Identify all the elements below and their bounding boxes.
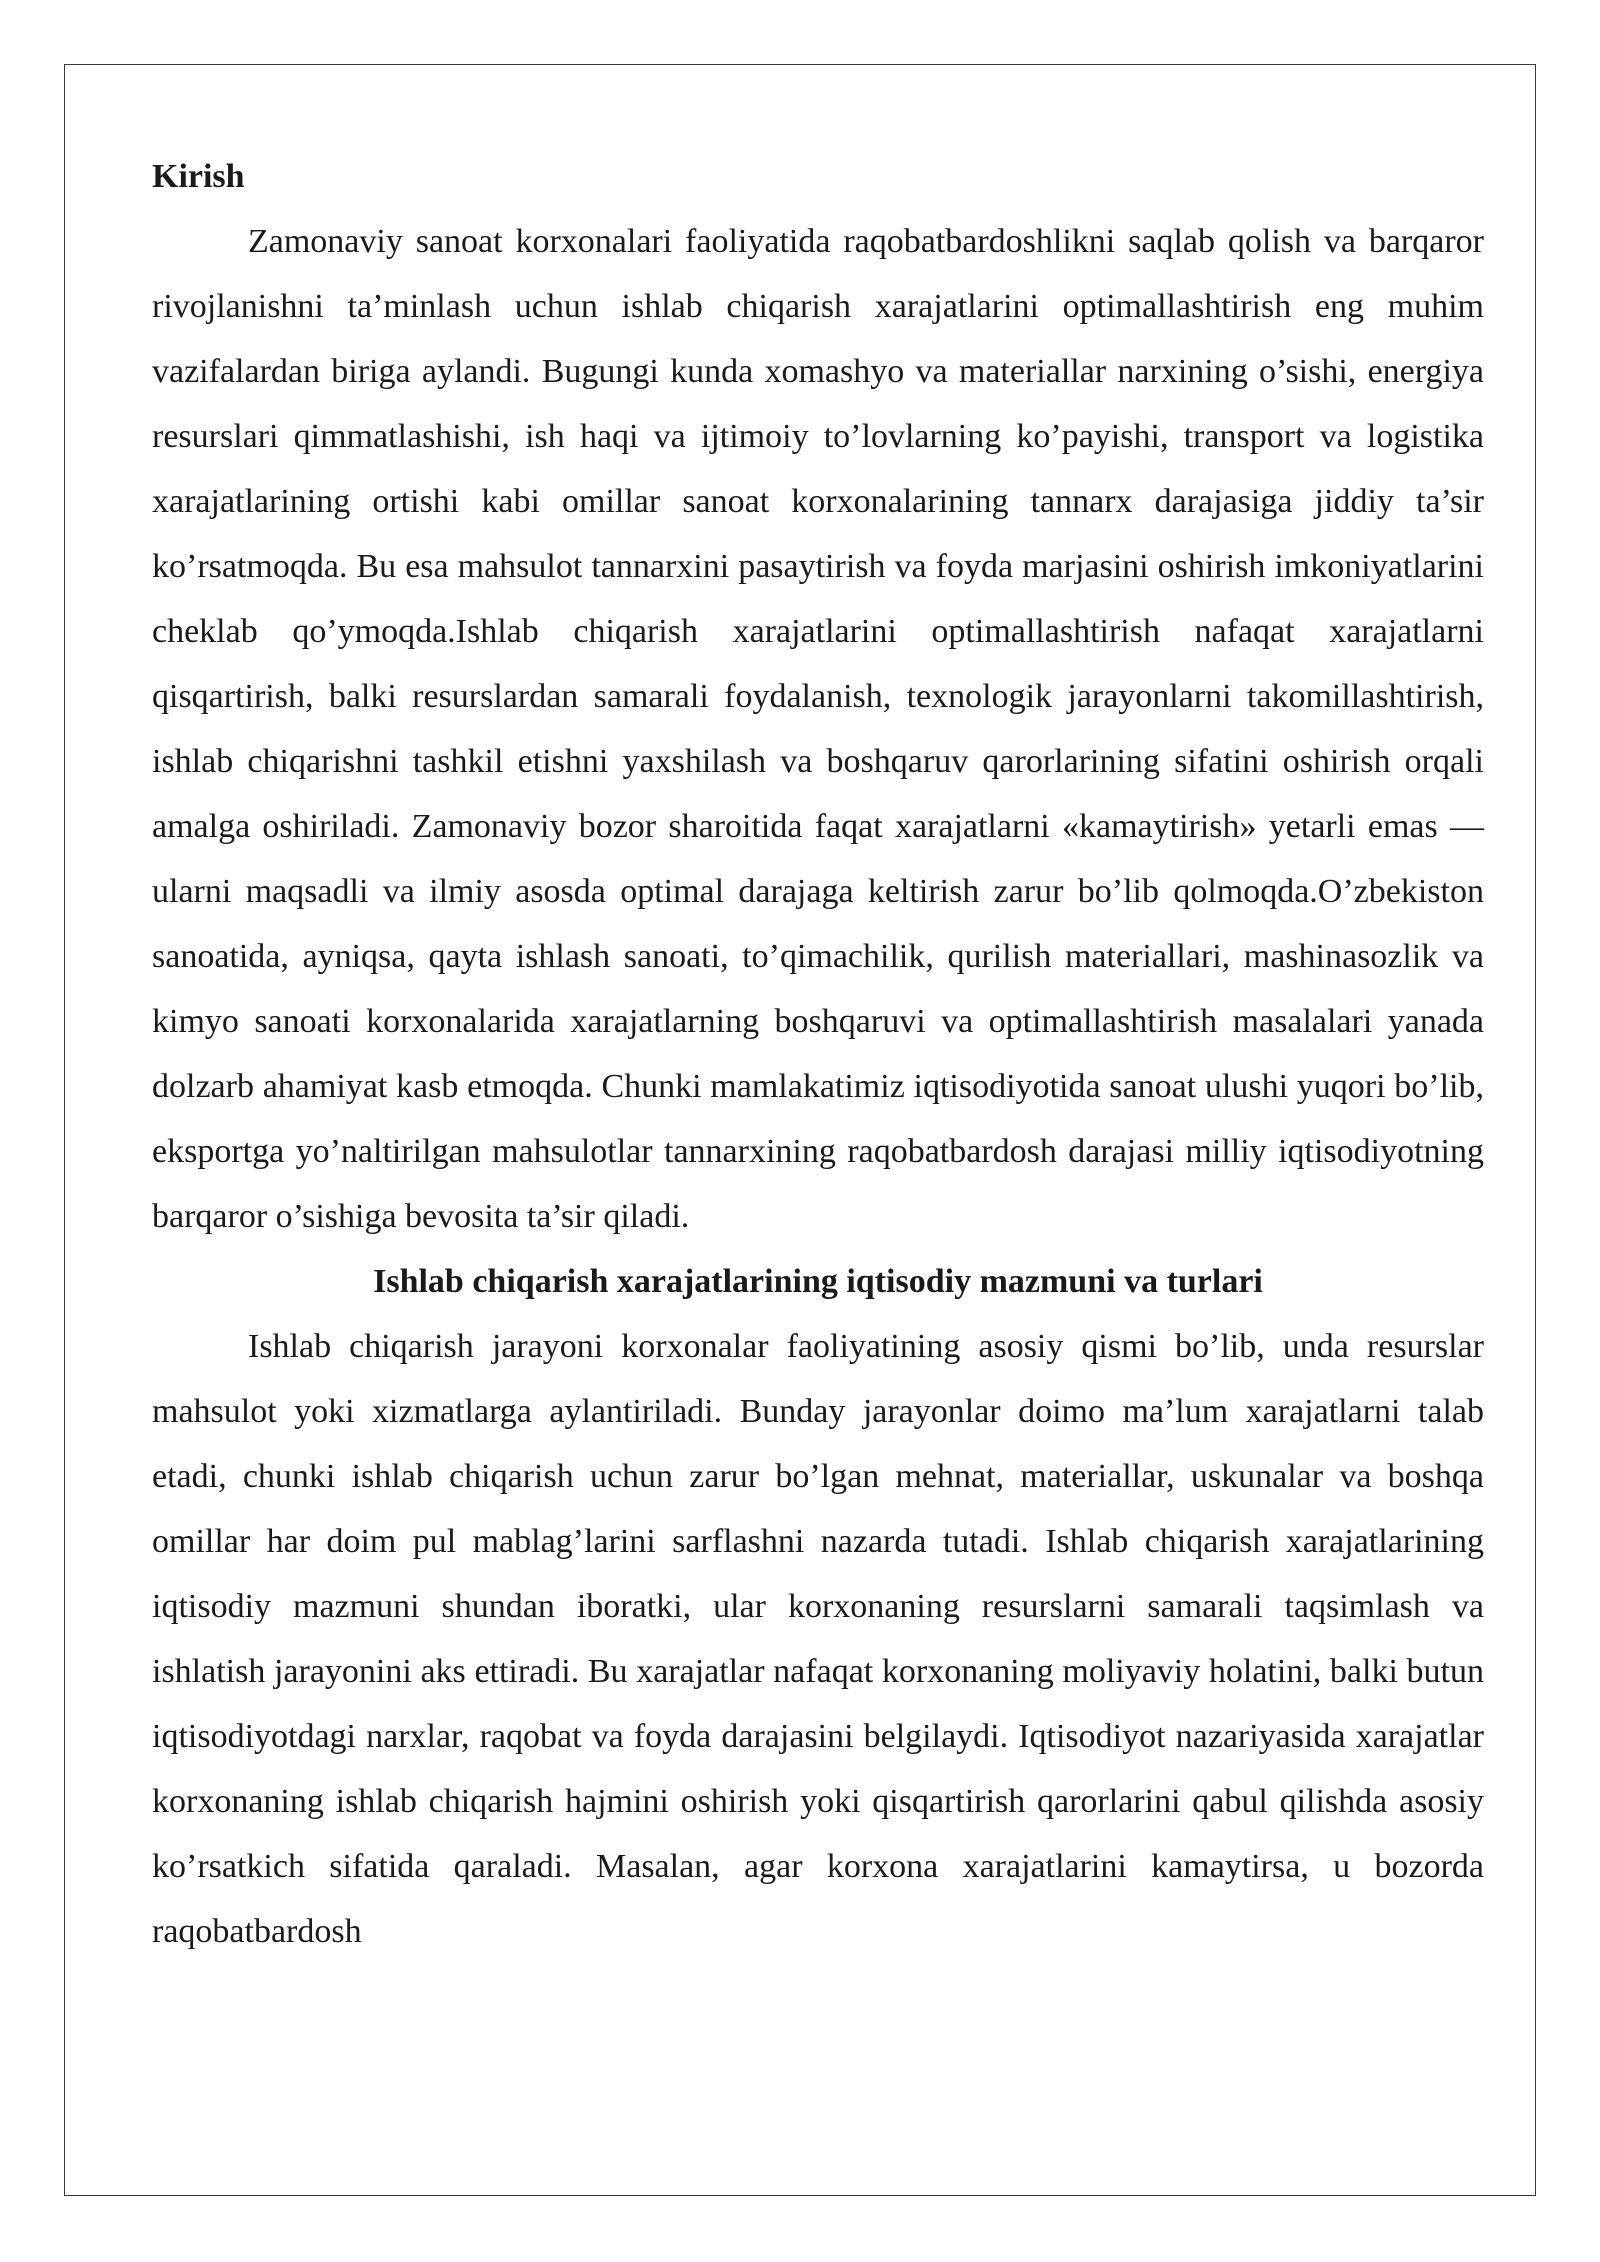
section-heading: Ishlab chiqarish xarajatlarining iqtisodiy mazmuni va turlari: [373, 1263, 1263, 1300]
intro-heading: Kirish: [152, 158, 245, 195]
document-body: [152, 144, 1484, 1964]
intro-paragraph: Zamonaviy sanoat korxonalari faoliyatida raqobatbardoshlikni saqlab qolish va barqaror rivojlanishni ta’minlash uchun ishlab chiqarish xarajatlarini optimallashtirish eng muhim vazifalardan biriga aylandi. Bugungi kunda xomashyo va materiallar narxining o’sishi, energiya resurslari qimmatlashishi, ish haqi va ijtimoiy to’lovlarning ko’payishi, transport va logistika xarajatlarining ortishi kabi omillar sanoat korxonalarining tannarx darajasiga jiddiy ta’sir ko’rsatmoqda. Bu esa mahsulot tannarxini pasaytirish va foyda marjasini oshirish imkoniyatlarini cheklab qo’ymoqda.Ishlab chiqarish xarajatlarini optimallashtirish nafaqat xarajatlarni qisqartirish, balki resurslardan samarali foydalanish, texnologik jarayonlarni takomillashtirish, ishlab chiqarishni tashkil etishni yaxshilash va boshqaruv qarorlarining sifatini oshirish orqali amalga oshiriladi. Zamonaviy bozor sharoitida faqat xarajatlarni «kamaytirish» yetarli emas — ularni maqsadli va ilmiy asosda optimal darajaga keltirish zarur bo’lib qolmoqda.O’zbekiston sanoatida, ayniqsa, qayta ishlash sanoati, to’qimachilik, qurilish materiallari, mashinasozlik va kimyo sanoati korxonalarida xarajatlarning boshqaruvi va optimallashtirish masalalari yanada dolzarb ahamiyat kasb etmoqda. Chunki mamlakatimiz iqtisodiyotida sanoat ulushi yuqori bo’lib, eksportga yo’naltirilgan mahsulotlar tannarxining raqobatbardosh darajasi milliy iqtisodiyotning barqaror o’sishiga bevosita ta’sir qiladi.: [152, 223, 1484, 1235]
section-paragraph: Ishlab chiqarish jarayoni korxonalar faoliyatining asosiy qismi bo’lib, unda resurslar mahsulot yoki xizmatlarga aylantiriladi. Bunday jarayonlar doimo ma’lum xarajatlarni talab etadi, chunki ishlab chiqarish uchun zarur bo’lgan mehnat, materiallar, uskunalar va boshqa omillar har doim pul mablag’larini sarflashni nazarda tutadi. Ishlab chiqarish xarajatlarining iqtisodiy mazmuni shundan iboratki, ular korxonaning resurslarni samarali taqsimlash va ishlatish jarayonini aks ettiradi. Bu xarajatlar nafaqat korxonaning moliyaviy holatini, balki butun iqtisodiyotdagi narxlar, raqobat va foyda darajasini belgilaydi. Iqtisodiyot nazariyasida xarajatlar korxonaning ishlab chiqarish hajmini oshirish yoki qisqartirish qarorlarini qabul qilishda asosiy ko’rsatkich sifatida qaraladi. Masalan, agar korxona xarajatlarini kamaytirsa, u bozorda raqobatbardosh: [152, 1328, 1484, 1950]
